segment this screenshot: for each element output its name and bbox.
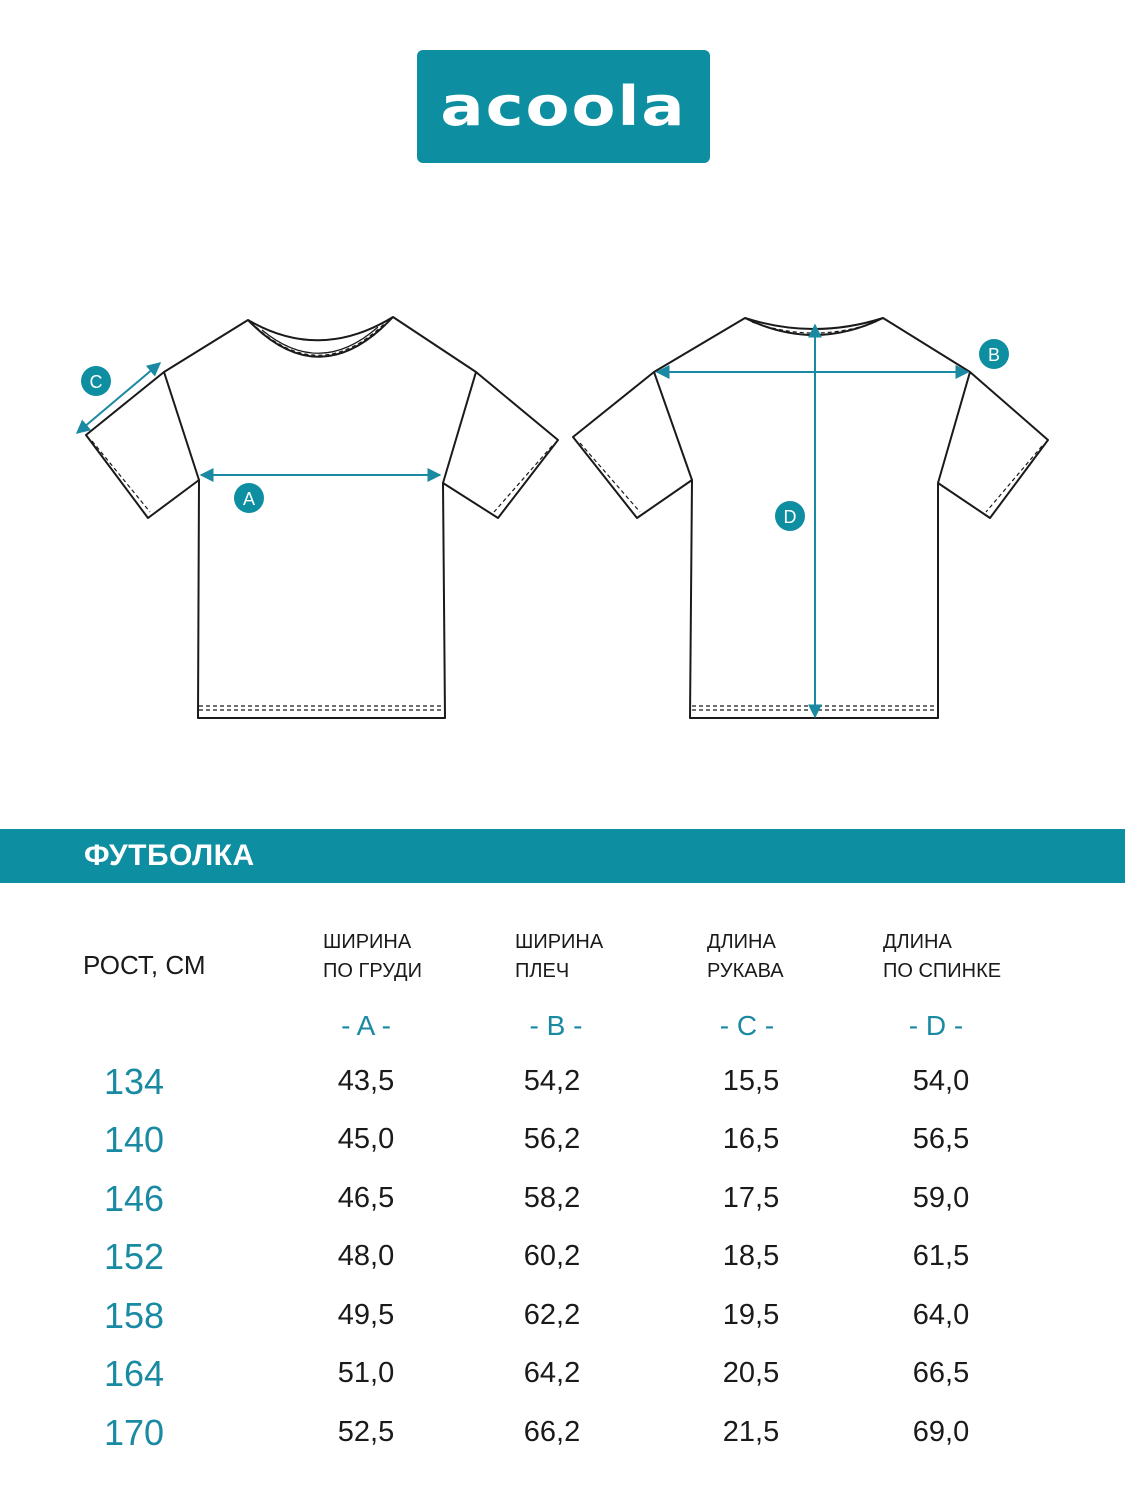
column-b-header-line1: ШИРИНА	[515, 931, 604, 953]
front-view-tshirt	[86, 317, 558, 718]
cell-c: 18,5	[722, 1240, 780, 1272]
cell-a: 52,5	[337, 1416, 395, 1448]
cell-d: 66,5	[912, 1357, 970, 1389]
back-body-outline	[573, 318, 1048, 718]
row-height: 164	[103, 1353, 165, 1394]
column-c-header-line2: РУКАВА	[707, 960, 784, 982]
cell-c: 17,5	[722, 1182, 780, 1214]
cell-b: 58,2	[523, 1182, 581, 1214]
column-d-header-line2: ПО СПИНКЕ	[883, 960, 1002, 982]
column-c-header-line1: ДЛИНА	[707, 931, 776, 953]
marker-d-label: D	[783, 507, 797, 527]
table-row	[0, 1178, 1125, 1240]
cell-a: 46,5	[337, 1182, 395, 1214]
column-a-header-line1: ШИРИНА	[323, 931, 412, 953]
brand-logo	[417, 50, 710, 163]
cell-a: 43,5	[337, 1065, 395, 1097]
cell-c: 21,5	[722, 1416, 780, 1448]
cell-d: 54,0	[912, 1065, 970, 1097]
cell-d: 64,0	[912, 1299, 970, 1331]
column-b-header	[515, 928, 603, 986]
table-row	[0, 1061, 1125, 1123]
column-a-header-line2: ПО ГРУДИ	[323, 960, 422, 982]
tshirt-measurement-diagram	[0, 290, 1125, 750]
cell-a: 48,0	[337, 1240, 395, 1272]
cell-b: 62,2	[523, 1299, 581, 1331]
row-height: 146	[103, 1178, 165, 1219]
product-title-band	[0, 829, 1125, 883]
marker-b-label: B	[987, 345, 1001, 365]
cell-b: 56,2	[523, 1123, 581, 1155]
row-height: 140	[103, 1119, 165, 1160]
table-row	[0, 1236, 1125, 1298]
cell-c: 16,5	[722, 1123, 780, 1155]
column-b-header-line2: ПЛЕЧ	[515, 960, 570, 982]
cell-d: 61,5	[912, 1240, 970, 1272]
cell-a: 51,0	[337, 1357, 395, 1389]
table-row	[0, 1353, 1125, 1415]
column-c-code: - C -	[719, 1010, 775, 1041]
row-height: 158	[103, 1295, 165, 1336]
cell-d: 69,0	[912, 1416, 970, 1448]
marker-c-label: C	[89, 372, 103, 392]
column-a-code: - A -	[341, 1010, 391, 1041]
column-d-header-line1: ДЛИНА	[883, 931, 952, 953]
product-title: ФУТБОЛКА	[84, 839, 255, 872]
row-height: 170	[103, 1412, 165, 1453]
cell-b: 54,2	[523, 1065, 581, 1097]
column-b-code: - B -	[529, 1010, 583, 1041]
row-height: 152	[103, 1236, 165, 1277]
cell-a: 49,5	[337, 1299, 395, 1331]
cell-b: 66,2	[523, 1416, 581, 1448]
column-c-header	[707, 928, 784, 986]
cell-d: 56,5	[912, 1123, 970, 1155]
front-collar	[248, 317, 393, 357]
cell-b: 64,2	[523, 1357, 581, 1389]
back-view-tshirt	[573, 318, 1048, 718]
cell-c: 15,5	[722, 1065, 780, 1097]
cell-a: 45,0	[337, 1123, 395, 1155]
row-height: 134	[103, 1061, 165, 1102]
table-row	[0, 1412, 1125, 1474]
table-row	[0, 1119, 1125, 1181]
cell-c: 20,5	[722, 1357, 780, 1389]
table-row	[0, 1295, 1125, 1357]
column-d-header	[883, 928, 1001, 986]
cell-d: 59,0	[912, 1182, 970, 1214]
cell-b: 60,2	[523, 1240, 581, 1272]
column-d-code: - D -	[908, 1010, 964, 1041]
front-body-outline	[86, 317, 558, 718]
marker-a-label: A	[242, 489, 256, 509]
cell-c: 19,5	[722, 1299, 780, 1331]
column-a-header	[323, 928, 422, 986]
height-column-header: РОСТ, СМ	[83, 950, 206, 980]
brand-logo-text: acoola	[440, 75, 687, 138]
